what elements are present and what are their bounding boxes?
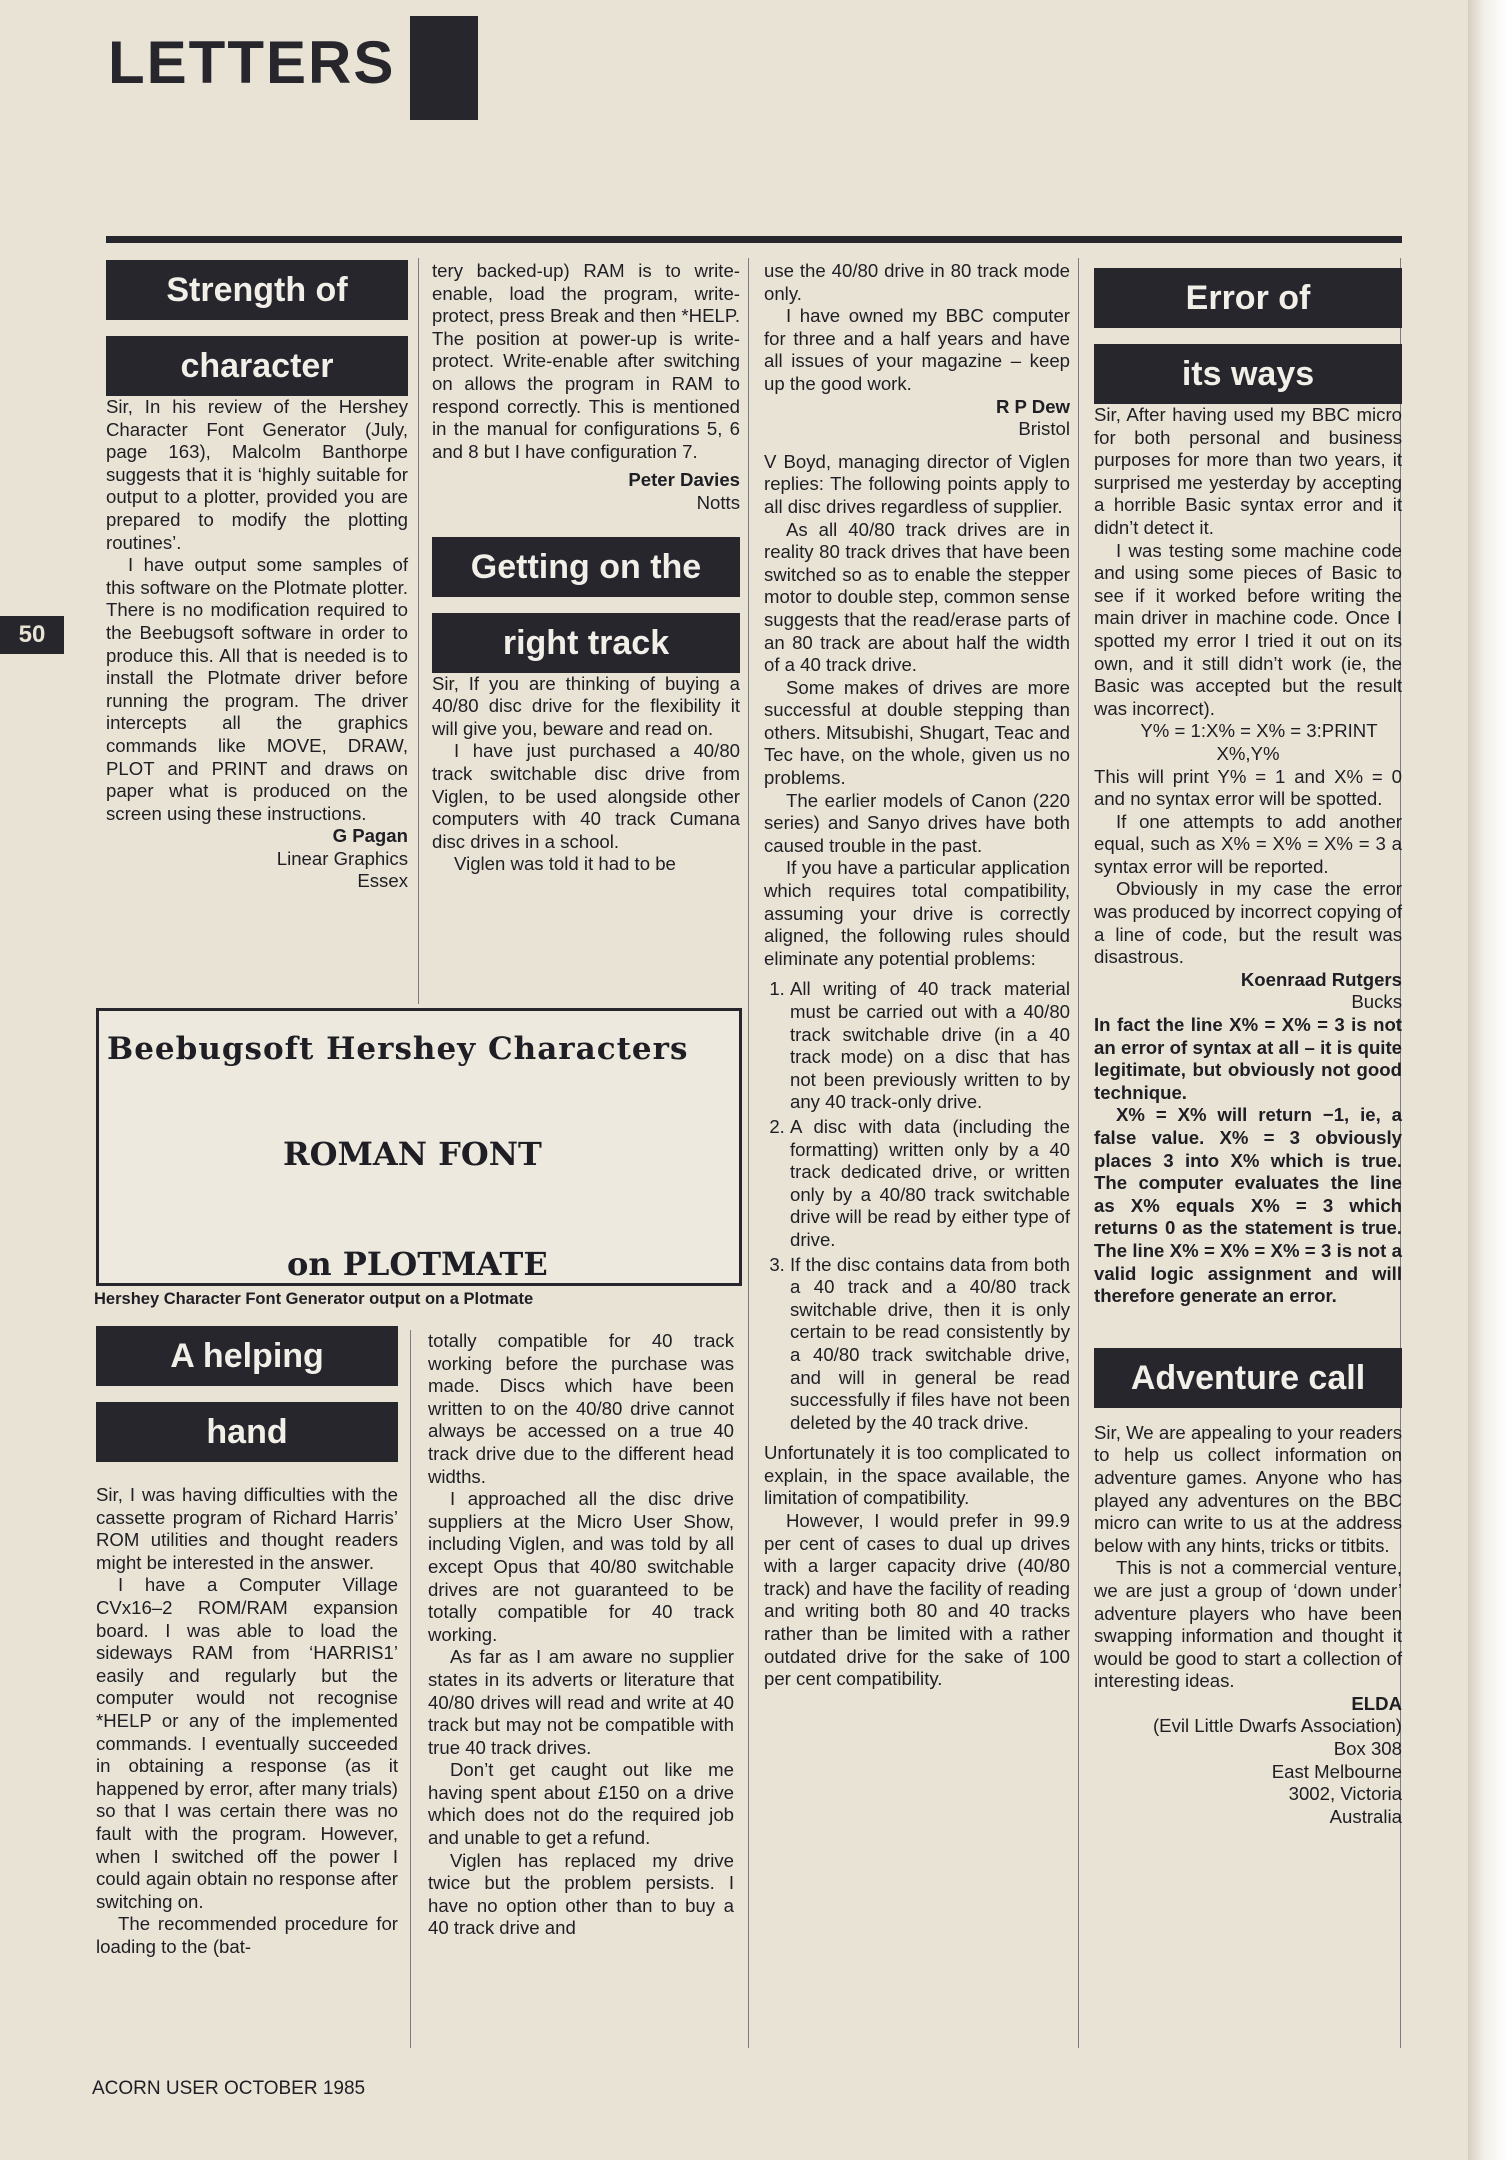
paragraph: The recommended procedure for loading to the (bat-	[96, 1913, 398, 1957]
code-text: X%,Y%	[1216, 742, 1280, 764]
column-rule	[1078, 258, 1079, 2048]
reply-paragraph: Unfortunately it is too complicated to explain, in the space available, the limitation of compatibility.	[764, 1442, 1070, 1509]
figure-caption: Hershey Character Font Generator output on a Plotmate	[94, 1290, 534, 1308]
column-2-top	[432, 260, 740, 876]
paragraph: Viglen was told it had to be	[454, 853, 676, 875]
signature-org: Linear Graphics	[276, 847, 408, 869]
rule-item: 2. A disc with data (including the formatting) written only by a 40 track dedicated drive, or written only by a 40/80 track switchable drive will be read by either type of drive.	[790, 1116, 1070, 1252]
column-2-bottom	[428, 1330, 734, 1940]
paragraph: I was testing some machine code and using some pieces of Basic to see if it worked before writing the main driver in machine code. Once I spotted my error I tried it out on its own, and it still didn’t work (ie, the Basic was accepted but the result was incorrect).	[1094, 539, 1402, 719]
editor-reply: In fact the line X% = X% = 3 is not an error of syntax at all – it is quite legitimate, but obviously not good technique.	[1094, 1014, 1402, 1103]
paragraph: Obviously in my case the error was produced by incorrect copying of a line of code, but the result was disastrous.	[1094, 878, 1402, 968]
signature-name: R P Dew	[995, 395, 1070, 417]
paragraph: use the 40/80 drive in 80 track mode only.	[764, 260, 1070, 304]
figure-line: ROMAN FONT	[283, 1135, 542, 1173]
plotter-output-figure	[96, 1008, 742, 1286]
reply-paragraph: Some makes of drives are more successful at double stepping than others. Mitsubishi, Shugart, Teac and Tec have, on the whole, given us no problems.	[764, 676, 1070, 789]
paragraph: Sir, In his review of the Hershey Character Font Generator (July, page 163), Malcolm Banthorpe suggests that it is ‘highly suitable for output to a plotter, provided you are prepared to modify the plotting routines’.	[106, 396, 408, 553]
top-rule	[106, 236, 1402, 243]
page-gutter	[1468, 0, 1508, 2160]
reply-paragraph: The earlier models of Canon (220 series) and Sanyo drives have both caused trouble in the past.	[764, 789, 1070, 856]
paragraph: Sir, I was having difficulties with the cassette program of Richard Harris’ ROM utilities and thought readers might be interested in the answer.	[96, 1484, 398, 1573]
signature-name: Koenraad Rutgers	[1240, 968, 1402, 990]
rule-item: 3. If the disc contains data from both a 40 track and a 40/80 track switchable drive, then it is only certain to be read consistently by a 40/80 track switchable drive, and will in general be read successfully if files have not been deleted by the 40 track drive.	[790, 1254, 1070, 1435]
column-3	[764, 260, 1070, 1691]
paragraph: This will print Y% = 1 and X% = 0 and no syntax error will be spotted.	[1094, 765, 1402, 810]
section-title: LETTERS	[108, 29, 396, 96]
paragraph: Don’t get caught out like me having spent about £150 on a drive which does not do the required job and unable to get a refund.	[428, 1759, 734, 1849]
letter-a-helping-hand	[96, 1326, 398, 1958]
signature-place: Bucks	[1351, 991, 1402, 1013]
page-number: 50	[0, 616, 64, 654]
headline: Getting on the	[432, 537, 740, 597]
masthead-block	[410, 16, 478, 120]
reply-paragraph: V Boyd, managing director of Viglen replies: The following points apply to all disc drives regardless of supplier.	[764, 450, 1070, 517]
column-4	[1094, 268, 1402, 1828]
rules-list	[764, 978, 1070, 1434]
signature-place: Notts	[696, 491, 740, 513]
figure-line: on PLOTMATE	[287, 1245, 548, 1283]
reply-paragraph: As all 40/80 track drives are in reality 80 track drives that have been switched so as to enable the stepper motor to double step, common sense suggests that the read/erase parts of an 80 track are about half the width of a 40 track drive.	[764, 518, 1070, 676]
code-line	[1094, 720, 1402, 765]
paragraph: As far as I am aware no supplier states in its adverts or literature that 40/80 drives will read and write at 40 track but may not be compatible with true 40 track drives.	[428, 1646, 734, 1758]
address-line: East Melbourne	[1271, 1760, 1402, 1782]
paragraph: Sir, We are appealing to your readers to help us collect information on adventure games. Anyone who has played any adventures on the BBC micro can write to us at the address below with any hints, tricks or titbits.	[1094, 1421, 1402, 1556]
paragraph: This is not a commercial venture, we are just a group of ‘down under’ adventure players who have been swapping information and thought it would be good to start a collection of interesting ideas.	[1094, 1557, 1402, 1692]
column-rule	[418, 258, 419, 1004]
signature-place: Bristol	[1018, 418, 1070, 440]
paragraph: I have owned my BBC computer for three and a half years and have all issues of your magazine – keep up the good work.	[764, 305, 1070, 394]
code-text: Y% = 1:X% = X% = 3:PRINT	[1140, 720, 1378, 742]
signature-name: Peter Davies	[628, 469, 740, 491]
paragraph: I have just purchased a 40/80 track switchable disc drive from Viglen, to be used alongside other computers with 40 track Cumana disc drives in a school.	[432, 740, 740, 852]
headline: character	[106, 336, 408, 396]
signature-name: G Pagan	[332, 825, 408, 847]
address-line: 3002, Victoria	[1288, 1783, 1402, 1805]
paragraph: totally compatible for 40 track working before the purchase was made. Discs which have been written to on the 40/80 drive cannot always be accessed on a true 40 track drive due to the different head widths.	[428, 1330, 734, 1487]
headline: Adventure call	[1094, 1348, 1402, 1408]
column-rule	[410, 1330, 411, 2048]
paragraph: I have output some samples of this software on the Plotmate plotter. There is no modification required to the Beebugsoft software in order to produce this. All that is needed is to install the Plotmate driver before running the program. The driver intercepts all the graphics commands like MOVE, DRAW, PLOT and PRINT and draws on paper what is produced on the screen using these instructions.	[106, 554, 408, 824]
headline: right track	[432, 613, 740, 673]
column-rule	[748, 258, 749, 2048]
letter-strength-of-character	[106, 260, 408, 893]
editor-reply: X% = X% will return −1, ie, a false value. X% = 3 obviously places 3 into X% which is true. The computer evaluates the line as X% equals X% = 3 which returns 0 as the statement is true. The line X% = X% = X% = 3 is not a valid logic assignment and will therefore generate an error.	[1094, 1104, 1402, 1307]
signature-place: Essex	[357, 870, 408, 892]
headline: hand	[96, 1402, 398, 1462]
paragraph: Viglen has replaced my drive twice but the problem persists. I have no option other than to buy a 40 track drive and	[428, 1849, 734, 1939]
paragraph: I approached all the disc drive suppliers at the Micro User Show, including Viglen, and was told by all except Opus that 40/80 switchable drives are not guaranteed to be totally compatible for 40 track working.	[428, 1488, 734, 1645]
headline: A helping	[96, 1326, 398, 1386]
figure-line: Beebugsoft Hershey Characters	[107, 1031, 689, 1067]
signature-name: ELDA	[1351, 1692, 1402, 1714]
address-line: Australia	[1329, 1805, 1402, 1827]
footer-publication: ACORN USER OCTOBER 1985	[92, 2078, 366, 2099]
headline: Error of	[1094, 268, 1402, 328]
paragraph: Sir, After having used my BBC micro for both personal and business purposes for more than two years, it surprised me yesterday by accepting a horrible Basic syntax error and it didn’t detect it.	[1094, 404, 1402, 538]
paragraph: If one attempts to add another equal, such as X% = X% = X% = 3 a syntax error will be reported.	[1094, 810, 1402, 877]
paragraph: tery backed-up) RAM is to write-enable, load the program, write-protect, press Break and then *HELP. The position at power-up is write-protect. Write-enable after switching on allows the program in RAM to respond correctly. This is mentioned in the manual for configurations 5, 6 and 8 but I have configuration 7.	[432, 260, 740, 462]
rule-item: 1. All writing of 40 track material must be carried out with a 40/80 track switchable drive (in a 40 track mode) on a disc that has not been previously written to by any 40 track-only drive.	[790, 978, 1070, 1114]
reply-paragraph: If you have a particular application which requires total compatibility, assuming your drive is correctly aligned, the following rules should eliminate any potential problems:	[764, 857, 1070, 969]
paragraph: I have a Computer Village CVx16–2 ROM/RAM expansion board. I was able to load the sideways RAM from ‘HARRIS1’ easily and regularly but the computer would not recognise *HELP or any of the implemented commands. I eventually succeeded in obtaining a response (as it happened by error, after many trials) so that I was certain there was no fault with the program. However, when I switched off the power I could again obtain no response after switching on.	[96, 1574, 398, 1912]
reply-paragraph: However, I would prefer in 99.9 per cent of cases to dual up drives with a larger capacity drive (40/80 track) and have the facility of reading and writing both 80 and 40 tracks rather than be limited with a rather outdated drive for the sake of 100 per cent compatibility.	[764, 1510, 1070, 1690]
paragraph: Sir, If you are thinking of buying a 40/80 disc drive for the flexibility it will give you, beware and read on.	[432, 672, 740, 739]
signature-org: (Evil Little Dwarfs Association)	[1152, 1715, 1402, 1737]
headline: Strength of	[106, 260, 408, 320]
address-line: Box 308	[1333, 1738, 1402, 1760]
headline: its ways	[1094, 344, 1402, 404]
